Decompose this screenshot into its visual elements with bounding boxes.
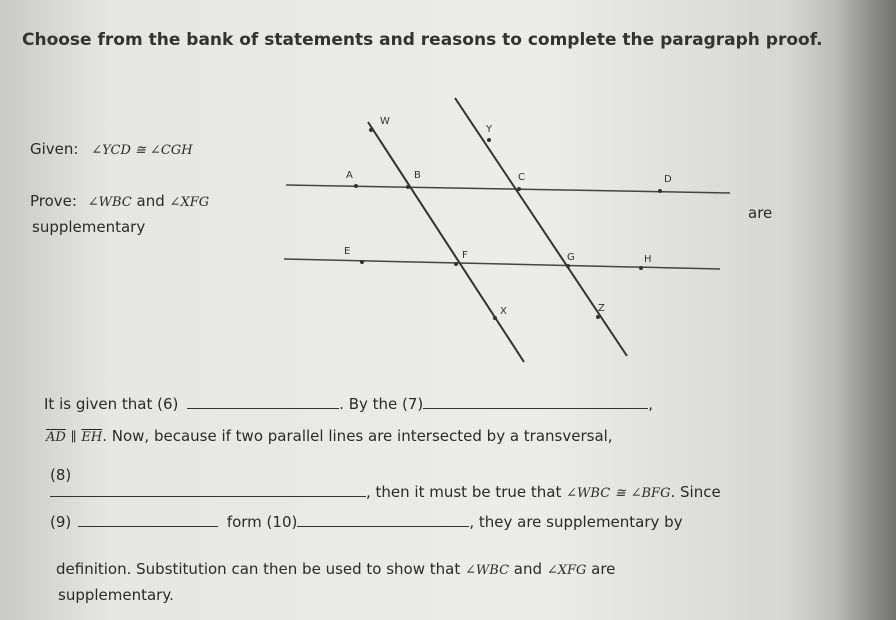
label-x: X bbox=[500, 306, 507, 317]
label-z: Z bbox=[598, 303, 605, 314]
point-x bbox=[493, 316, 497, 320]
label-a: A bbox=[346, 170, 353, 181]
angle-wbc: ∠WBC bbox=[566, 486, 611, 501]
line-ad bbox=[286, 185, 730, 193]
label-b: B bbox=[414, 170, 421, 181]
proof-line-1 bbox=[44, 394, 653, 413]
blank-7[interactable] bbox=[423, 394, 648, 409]
transversal-wx bbox=[368, 122, 524, 362]
prove-label: Prove: bbox=[30, 192, 77, 210]
page-shadow bbox=[836, 0, 896, 620]
proof-l5-and: and bbox=[513, 560, 543, 578]
point-f bbox=[454, 262, 458, 266]
proof-l3-text-b: , then it must be true that bbox=[366, 483, 562, 501]
label-f: F bbox=[462, 250, 468, 261]
prove-and: and bbox=[136, 192, 165, 210]
prove-supplementary: supplementary bbox=[32, 218, 146, 236]
proof-l1-text-a: It is given that (6) bbox=[44, 395, 179, 413]
proof-line-2 bbox=[46, 427, 613, 445]
label-h: H bbox=[644, 254, 652, 265]
prove-angle-wbc: ∠WBC bbox=[87, 195, 132, 210]
point-y bbox=[487, 138, 491, 142]
point-z bbox=[596, 315, 600, 319]
proof-l2-text: . Now, because if two parallel lines are intersected by a transversal, bbox=[102, 427, 613, 445]
proof-line-3 bbox=[50, 482, 721, 501]
proof-l3-text-c: . Since bbox=[670, 483, 721, 501]
parallel-symbol: ∥ bbox=[70, 430, 77, 445]
prove-are: are bbox=[748, 204, 773, 222]
segment-eh: $\overline{EH}$ bbox=[81, 430, 103, 445]
label-y: Y bbox=[486, 124, 493, 135]
blank-10[interactable] bbox=[297, 512, 469, 527]
proof-l5-are: are bbox=[591, 560, 616, 578]
label-d: D bbox=[664, 174, 672, 185]
given-label: Given: bbox=[30, 140, 79, 158]
proof-line-5 bbox=[56, 560, 615, 578]
point-d bbox=[658, 189, 662, 193]
label-e: E bbox=[344, 246, 351, 257]
blank-8[interactable] bbox=[50, 482, 366, 497]
point-h bbox=[639, 266, 643, 270]
transversal-yz bbox=[455, 98, 627, 356]
proof-l4-text-b: form (10) bbox=[226, 513, 298, 531]
proof-l1-text-c: , bbox=[648, 395, 654, 413]
angle-xfg: ∠XFG bbox=[546, 563, 587, 578]
congruent-symbol: ≅ bbox=[614, 486, 626, 501]
blank-6[interactable] bbox=[187, 394, 339, 409]
point-c bbox=[517, 187, 521, 191]
proof-line-4 bbox=[50, 512, 683, 531]
instructions-title: Choose from the bank of statements and reasons to complete the paragraph proof. bbox=[22, 30, 823, 50]
point-b bbox=[406, 185, 410, 189]
proof-l3-num: (8) bbox=[50, 466, 72, 484]
angle-wbc-2: ∠WBC bbox=[465, 563, 510, 578]
blank-9[interactable] bbox=[78, 512, 218, 527]
given-statement: ∠YCD ≅ ∠CGH bbox=[91, 143, 193, 158]
proof-line-6: supplementary. bbox=[58, 586, 174, 604]
line-eh bbox=[284, 259, 720, 269]
point-w bbox=[369, 128, 373, 132]
label-w: W bbox=[380, 116, 390, 127]
proof-l4-num: (9) bbox=[50, 513, 72, 531]
label-g: G bbox=[567, 252, 575, 263]
proof-l4-text-c: , they are supplementary by bbox=[469, 513, 683, 531]
proof-l5-text-a: definition. Substitution can then be used to show that bbox=[56, 560, 461, 578]
prove-angle-xfg: ∠XFG bbox=[169, 195, 210, 210]
segment-ad: $\overline{AD}$ bbox=[46, 430, 66, 445]
point-e bbox=[360, 260, 364, 264]
point-g bbox=[566, 264, 570, 268]
point-a bbox=[354, 184, 358, 188]
label-c: C bbox=[518, 172, 525, 183]
proof-l1-text-b: . By the (7) bbox=[339, 395, 424, 413]
angle-bfg: ∠BFG bbox=[630, 486, 671, 501]
